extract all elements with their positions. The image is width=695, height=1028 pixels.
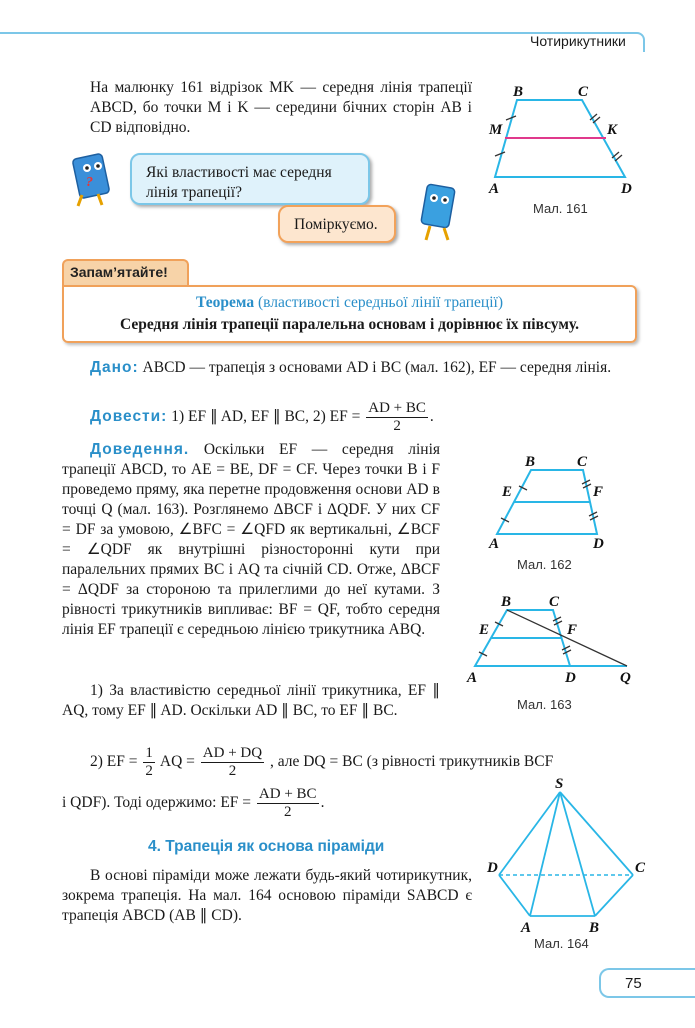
prove-line: Довести: 1) EF ∥ AD, EF ∥ BC, 2) EF = $\frac{AD + BC}{2}$ . (90, 400, 434, 434)
mascot-robot-icon (68, 150, 118, 210)
step2-fraction2 (201, 745, 264, 780)
theorem-title: Теорема (195, 294, 255, 311)
chapter-title: Чотирикутники (530, 33, 626, 49)
step2-fraction1 (143, 745, 155, 780)
fig163-label-Q: Q (620, 670, 631, 686)
figure-163 (465, 590, 655, 700)
given-paragraph (62, 358, 637, 378)
prove-fraction-den: 2 (393, 418, 401, 434)
step2-f1-num: 1 (145, 745, 153, 761)
prove-fraction (366, 400, 428, 435)
fig161-label-D: D (621, 181, 632, 197)
theorem-heading (62, 294, 637, 312)
fig163-label-C: C (549, 594, 560, 610)
proof-text: Оскільки EF — середня лінія трапеції ABCD, то AE = BE, DF = CF. Через точки B і F проведемо пряму, яка перетне продовження основи AD в точці Q (мал. 163). Розглянемо ΔBCF і ΔQDF. У них CF = DF за умовою, ∠BFC = ∠QFD як вертикальні, ∠BCF = ∠QDF як внутрішні різносторонні кути при паралельних прямих BC і AQ та січній CD. Отже, ΔBCF = ΔQDF за стороною та прилеглими до неї кутами. З рівності трикутників випливає: BF = QF, тобто середня лінія EF трапеції є середньою лінією трикутника ABQ. (62, 441, 441, 638)
step2-f3-den: 2 (283, 804, 292, 820)
fig162-label-D: D (593, 536, 604, 552)
fig163-label-E: E (479, 622, 490, 638)
question-bubble: Які властивості має середня лінія трапеції? (130, 153, 370, 205)
fig163-label-A: A (467, 670, 478, 686)
step2-a: 2) EF = (90, 753, 138, 771)
step2-f2-den: 2 (228, 763, 237, 779)
fig162-label-C: C (577, 454, 588, 470)
theorem-subtitle: (властивості середньої лінії трапеції) (257, 294, 503, 311)
prove-label: Довести: (90, 408, 168, 426)
remember-tab: Запам’ятайте! (62, 259, 189, 285)
step2-fraction3 (257, 786, 319, 821)
svg-text:?: ? (86, 175, 93, 190)
fig161-label-A: A (489, 181, 500, 197)
fig164-label-C: C (635, 860, 646, 876)
step2-f1-den: 2 (145, 763, 153, 779)
proof-step1: 1) За властивістю середньої лінії трикутника, EF ∥ AQ, тому EF ∥ AD. Оскільки AD ∥ BC, то EF ∥ BC. (62, 682, 440, 719)
proof-step2-conclusion: і QDF). Тоді одержимо: EF = $\frac{AD + BC}{2}$ . (62, 786, 325, 820)
step2-f3-num: AD + BC (258, 786, 317, 802)
given-label: Дано: (90, 359, 139, 376)
theorem-text: Середня лінія трапеції паралельна основам і дорівнює їх півсуму. (120, 316, 579, 333)
figure-161 (485, 80, 655, 220)
proof-step2 (90, 745, 637, 780)
prove-fraction-num: AD + BC (368, 400, 426, 416)
fig164-label-B: B (589, 920, 600, 936)
fig161-label-K: K (607, 122, 618, 138)
figure-162 (485, 450, 655, 550)
figure-164 (485, 776, 655, 936)
fig161-label-M: M (489, 122, 503, 138)
given-text: ABCD — трапеція з основами AD і BC (мал. 162), EF — середня лінія. (142, 359, 612, 376)
fig163-caption: Мал. 163 (517, 697, 572, 712)
intro-paragraph: На малюнку 161 відрізок MK — середня лінія трапеції ABCD, бо точки M і K — середини бічних сторін AB і CD відповідно. (90, 79, 472, 136)
page-number: 75 (599, 968, 695, 998)
mascot-robot-thinking-icon (412, 182, 462, 244)
fig164-label-S: S (555, 776, 564, 792)
prove-text: 1) EF ∥ AD, EF ∥ BC, 2) EF = (171, 408, 361, 426)
fig162-label-A: A (489, 536, 500, 552)
fig163-label-B: B (501, 594, 512, 610)
section-heading: 4. Трапеція як основа піраміди (148, 838, 385, 855)
answer-bubble: Поміркуємо. (278, 205, 396, 243)
fig162-label-F: F (593, 484, 604, 500)
fig161-label-B: B (513, 84, 524, 100)
step2-c: , але DQ = BC (з рівності трикутників BCF (269, 753, 554, 771)
fig163-label-D: D (565, 670, 576, 686)
proof-paragraph (62, 440, 440, 640)
fig161-caption: Мал. 161 (533, 201, 588, 216)
fig163-label-F: F (567, 622, 578, 638)
step2-d: і QDF). Тоді одержимо: EF = (62, 794, 252, 812)
fig161-label-C: C (578, 84, 589, 100)
fig162-label-B: B (525, 454, 536, 470)
proof-label: Доведення. (90, 441, 190, 458)
step2-b: AQ = (159, 753, 195, 771)
step2-f2-num: AD + DQ (202, 745, 263, 761)
fig164-label-A: A (521, 920, 532, 936)
fig164-label-D: D (487, 860, 498, 876)
fig164-caption: Мал. 164 (534, 936, 589, 951)
fig162-label-E: E (502, 484, 513, 500)
fig162-caption: Мал. 162 (517, 557, 572, 572)
pyramid-paragraph: В основі піраміди може лежати будь-який чотирикутник, зокрема трапеція. На мал. 164 основою піраміди SABCD є трапеція ABCD (AB ∥ CD). (62, 867, 472, 924)
